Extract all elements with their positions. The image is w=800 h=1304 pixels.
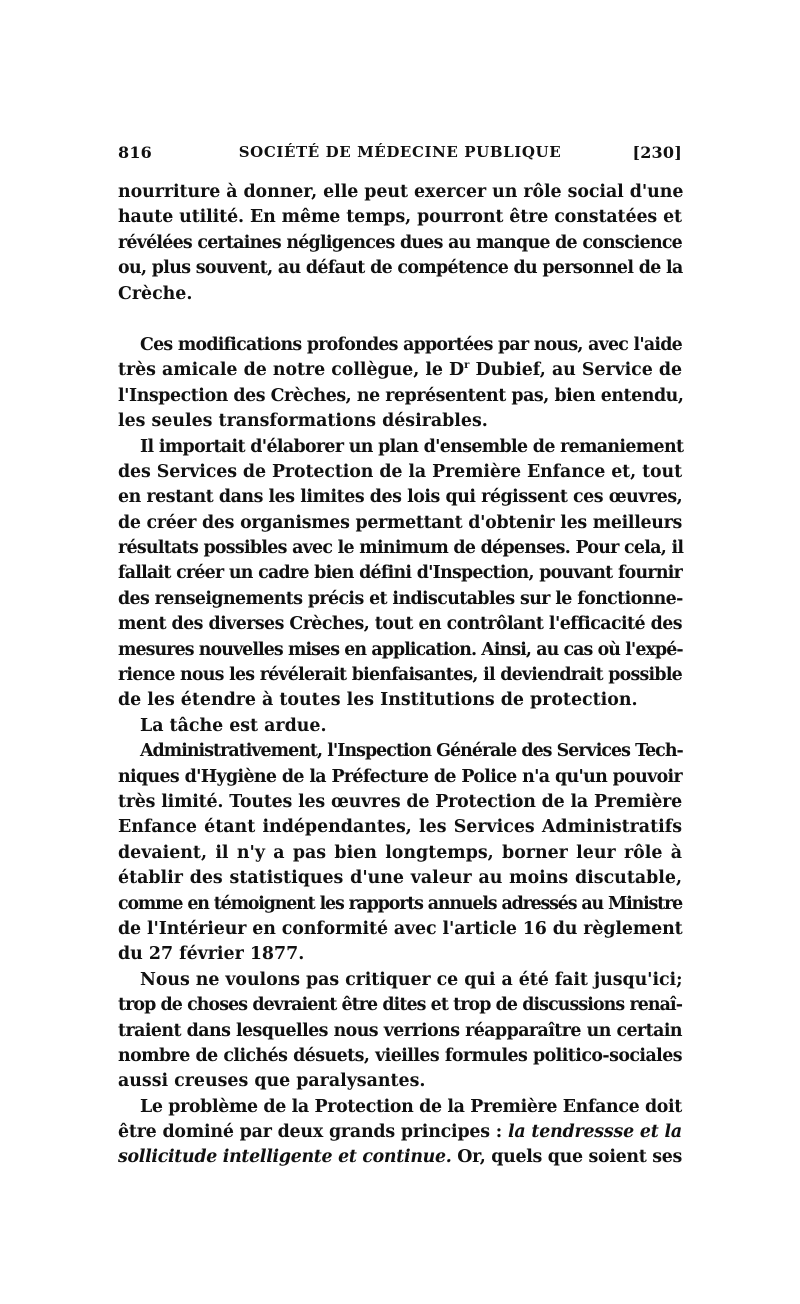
text-line: des renseignements précis et indiscutables sur le fonctionne- — [118, 588, 683, 609]
text-line: comme en témoignent les rapports annuels adressés au Ministre — [118, 893, 682, 914]
text-line: de les étendre à toutes les Institutions de protection. — [118, 690, 638, 711]
text-line: haute utilité. En même temps, pourront être constatées et — [118, 207, 682, 228]
text-line: Crèche. — [118, 283, 193, 304]
text-line: traient dans lesquelles nous verrions réapparaître un certain — [118, 1020, 682, 1041]
text-line: Il importait d'élaborer un plan d'ensemble de remaniement — [140, 436, 684, 457]
text-line: devaient, il n'y a pas bien longtemps, borner leur rôle à — [118, 842, 682, 863]
text-line: révélées certaines négligences dues au manque de conscience — [118, 232, 682, 253]
text-line: les seules transformations désirables. — [118, 411, 488, 432]
text-line: mesures nouvelles mises en application. Ainsi, au cas où l'expé- — [118, 639, 683, 660]
text-span: Or, quels que soient ses — [451, 1147, 682, 1168]
superscript: r — [464, 360, 470, 372]
text-line: Administrativement, l'Inspection Générale des Services Tech- — [140, 741, 683, 762]
text-line: nourriture à donner, elle peut exercer un rôle social d'une — [118, 182, 684, 202]
text-span: être dominé par deux grands principes : — [118, 1122, 508, 1143]
text-line: Enfance étant indépendantes, les Services Administratifs — [118, 817, 682, 838]
text-line: fallait créer un cadre bien défini d'Inspection, pouvant fournir — [118, 563, 682, 584]
text-line: ment des diverses Crèches, tout en contrôlant l'efficacité des — [118, 614, 682, 635]
journal-title: SOCIÉTÉ DE MÉDECINE PUBLIQUE — [238, 143, 562, 161]
text-line — [118, 1145, 682, 1170]
text-line — [118, 358, 682, 383]
text-line: niques d'Hygiène de la Préfecture de Police n'a qu'un pouvoir — [118, 766, 682, 787]
text-line: ou, plus souvent, au défaut de compétence du personnel de la — [118, 258, 683, 279]
text-line: Nous ne voulons pas critiquer ce qui a été fait jusqu'ici; — [140, 969, 683, 990]
text-span: très amicale de notre collègue, le D — [118, 360, 465, 381]
text-line — [118, 1120, 682, 1145]
text-line: résultats possibles avec le minimum de dépenses. Pour cela, il — [118, 538, 684, 559]
page-reference: [230] — [632, 143, 682, 162]
text-line: du 27 février 1877. — [118, 944, 305, 965]
text-line: très limité. Toutes les œuvres de Protection de la Première — [118, 791, 682, 812]
text-line: Ces modifications profondes apportées par nous, avec l'aide — [140, 334, 682, 355]
italic-span: sollicitude intelligente et continue. — [118, 1147, 452, 1168]
text-line: trop de choses devraient être dites et trop de discussions renaî- — [118, 995, 683, 1016]
text-line: l'Inspection des Crèches, ne représentent pas, bien entendu, — [118, 385, 684, 406]
text-line: nombre de clichés désuets, vieilles formules politico-sociales — [118, 1045, 682, 1066]
italic-span: la tendressse et la — [507, 1122, 682, 1143]
text-line: La tâche est ardue. — [140, 715, 327, 736]
text-line: rience nous les révélerait bienfaisantes, il deviendrait possible — [118, 665, 682, 686]
text-span: Dubief, au Service de — [469, 360, 682, 381]
text-line: établir des statistiques d'une valeur au moins discutable, — [118, 868, 682, 889]
page-number: 816 — [118, 143, 152, 162]
text-line: Le problème de la Protection de la Première Enfance doit — [140, 1096, 682, 1117]
text-line: de créer des organismes permettant d'obtenir les meilleurs — [118, 512, 682, 533]
paragraph-gap — [118, 307, 682, 333]
text-line: aussi creuses que paralysantes. — [118, 1071, 426, 1092]
text-line: de l'Intérieur en conformité avec l'article 16 du règlement — [118, 918, 683, 939]
text-line: des Services de Protection de la Première Enfance et, tout — [118, 461, 682, 482]
running-header — [118, 143, 682, 167]
text-line: en restant dans les limites des lois qui régissent ces œuvres, — [118, 487, 683, 508]
body-text — [118, 180, 682, 1171]
